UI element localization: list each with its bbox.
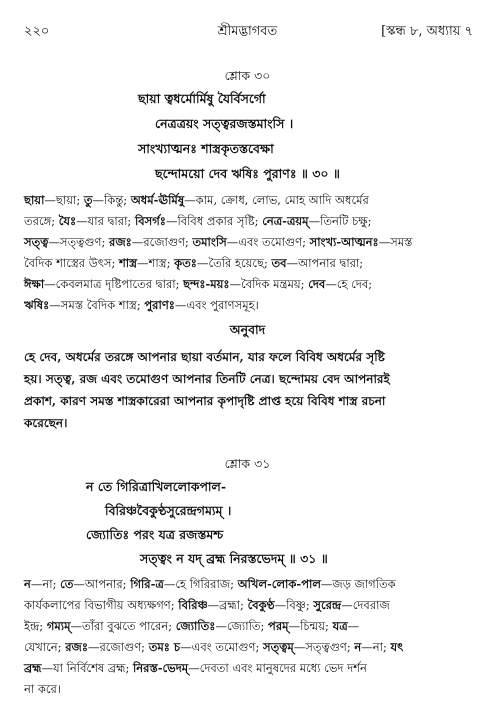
sanskrit-term: তে xyxy=(60,577,74,591)
term-meaning: —বিষ্ণু; xyxy=(274,598,314,612)
term-meaning: —কেবলমাত্র দৃষ্টিপাতের দ্বারা; xyxy=(44,277,184,291)
term-meaning: —জড় জাগতিক xyxy=(320,577,396,591)
synonym-line xyxy=(24,679,474,700)
sanskrit-term: ঈক্ষা xyxy=(24,277,45,291)
sanskrit-term: যৎ xyxy=(390,640,404,654)
verse-30-synonyms xyxy=(24,190,474,316)
sanskrit-term: বৈকুণ্ঠ xyxy=(247,598,275,612)
synonym-line xyxy=(24,637,474,658)
sanskrit-term: যৈঃ xyxy=(58,214,77,228)
term-meaning: —না; xyxy=(30,577,61,591)
synonym-line xyxy=(24,574,474,595)
sanskrit-term: বিসর্গঃ xyxy=(134,214,166,228)
term-meaning: —চিন্ময়; xyxy=(288,619,333,633)
term-meaning: —দেবরাজ xyxy=(341,598,390,612)
sanskrit-term: নিরস্ত-ভেদম্ xyxy=(132,661,189,675)
term-meaning: —জ্যোতি; xyxy=(215,619,269,633)
verse-30-line-1: ছায়া ত্বধর্মোর্মিষু যৈর্বিসর্গো xyxy=(138,91,266,106)
sanskrit-term: কৃতঃ xyxy=(174,256,197,270)
synonym-line xyxy=(24,253,474,274)
verse-30-line-3: সাংখ্যাত্মনঃ শাস্ত্রকৃতস্তবেক্ষা xyxy=(138,141,274,156)
sanskrit-term: তব xyxy=(271,256,287,270)
verse-30-label: শ্লোক ৩০ xyxy=(224,68,271,83)
sanskrit-term: রজঃ xyxy=(109,235,132,249)
verse-31-label: শ্লোক ৩১ xyxy=(224,456,271,471)
sanskrit-term: ন xyxy=(24,577,31,591)
sanskrit-term: ছন্দঃ-ময়ঃ xyxy=(183,277,230,291)
sanskrit-term: সাংখ্য-আত্মনঃ xyxy=(309,235,379,249)
term-meaning: —রজোগুণ; xyxy=(131,235,193,249)
term-meaning: না করে। xyxy=(24,682,61,696)
synonym-line xyxy=(24,616,474,637)
verse-31-line-1: ন তে গিরিত্রাখিললোকপাল- xyxy=(86,479,227,494)
sanskrit-term: ন xyxy=(354,640,362,654)
verse-31-line-3: জ্যোতিঃ পরং যত্র রজস্তমশ্চ xyxy=(86,527,224,542)
term-meaning: —এবং তমোগুণ; xyxy=(226,235,310,249)
sanskrit-term: পুরাণঃ xyxy=(144,298,175,312)
term-meaning: —তিনটি চক্ষু; xyxy=(308,214,372,228)
term-meaning: — xyxy=(347,619,360,633)
sanskrit-term: অখিল-লোক-পাল xyxy=(237,577,321,591)
translation-line: হে দেব, অধর্মের তরঙ্গে আপনার ছায়া বর্তমান, যার ফলে বিবিধ অধর্মের সৃষ্টি xyxy=(24,350,385,364)
translation-text xyxy=(24,346,474,434)
term-meaning: —ব্রহ্মা; xyxy=(207,598,248,612)
term-meaning: —সমস্ত xyxy=(378,235,413,249)
synonym-line xyxy=(24,274,474,295)
term-meaning: —এবং পুরাণসমূহ। xyxy=(174,298,259,312)
page-header xyxy=(0,22,495,42)
term-meaning: —কিন্তু; xyxy=(92,193,131,207)
term-meaning: —বিবিধ প্রকার সৃষ্টি; xyxy=(165,214,263,228)
synonym-line xyxy=(24,211,474,232)
term-meaning: —কাম, ক্রোধ, লোভ, মোহ আদি অধর্মের xyxy=(184,193,369,207)
sanskrit-term: গিরি-ত্র xyxy=(130,577,164,591)
sanskrit-term: নেত্র-ত্রয়ম্ xyxy=(262,214,309,228)
term-meaning: —বৈদিক মন্ত্রময়; xyxy=(229,277,309,291)
term-meaning: তরঙ্গে; xyxy=(24,214,59,228)
sanskrit-term: তমঃ চ xyxy=(148,640,181,654)
translation-line: হয়। সত্ত্ব, রজ এবং তমোগুণ আপনার তিনটি নেত্র। ছন্দোময় বেদ আপনারই xyxy=(24,372,390,386)
sanskrit-term: ছায়া xyxy=(24,193,45,207)
translation-heading: অনুবাদ xyxy=(229,322,266,337)
page-number: ২২০ xyxy=(24,24,50,39)
sanskrit-term: রজঃ xyxy=(65,640,88,654)
term-meaning: —সমস্ত বৈদিক শাস্ত্র; xyxy=(49,298,145,312)
sanskrit-term: যত্র xyxy=(332,619,348,633)
verse-31-synonyms xyxy=(24,574,474,700)
term-meaning: ইন্দ্র; xyxy=(24,619,47,633)
term-meaning: —ছায়া; xyxy=(44,193,84,207)
term-meaning: —হে গিরিরাজ; xyxy=(163,577,238,591)
sanskrit-term: ব্রহ্ম xyxy=(24,661,42,675)
sanskrit-term: ঋষিঃ xyxy=(24,298,50,312)
term-meaning: যেখানে; xyxy=(24,640,66,654)
synonym-line xyxy=(24,190,474,211)
sanskrit-term: বিরিঞ্চ xyxy=(178,598,208,612)
term-meaning: —না; xyxy=(361,640,391,654)
book-title: শ্রীমদ্ভাগবত xyxy=(217,24,278,39)
sanskrit-term: সুরেন্দ্র xyxy=(313,598,342,612)
verse-31-line-2: বিরিঞ্চবৈকুণ্ঠসুরেন্দ্রগম্যম্ । xyxy=(105,503,232,518)
chapter-location: [স্কন্ধ ৮, অধ্যায় ৭ xyxy=(381,24,473,39)
sanskrit-term: সত্ত্বম্ xyxy=(263,640,294,654)
term-meaning: —শাস্ত্র; xyxy=(137,256,175,270)
term-meaning: —সত্ত্বগুণ; xyxy=(293,640,355,654)
sanskrit-term: জ্যোতিঃ xyxy=(175,619,216,633)
term-meaning: —যা নির্বিশেষ ব্রহ্ম; xyxy=(41,661,133,675)
term-meaning: —তৈরি হয়েছে; xyxy=(196,256,272,270)
sanskrit-term: অধর্ম-ঊর্মিষু xyxy=(130,193,185,207)
term-meaning: —আপনার দ্বারা; xyxy=(286,256,364,270)
synonym-line xyxy=(24,595,474,616)
sanskrit-term: তু xyxy=(83,193,93,207)
sanskrit-term: পরম্ xyxy=(268,619,289,633)
term-meaning: —আপনার; xyxy=(73,577,131,591)
term-meaning: —হে দেব; xyxy=(325,277,373,291)
term-meaning: —দেবতা এবং মানুষদের মধ্যে ভেদ দর্শন xyxy=(188,661,367,675)
term-meaning: —সত্ত্বগুণ; xyxy=(48,235,109,249)
term-meaning: —যার দ্বারা; xyxy=(76,214,135,228)
synonym-line xyxy=(24,658,474,679)
term-meaning: —তাঁরা বুঝতে পারেন; xyxy=(70,619,176,633)
verse-31-line-4: সত্ত্বং ন যদ্ ব্রহ্ম নিরস্তভেদম্ ॥ ৩১ ॥ xyxy=(140,551,328,566)
term-meaning: কার্যকলাপের বিভাগীয় অধ্যক্ষগণ; xyxy=(24,598,179,612)
term-meaning: বৈদিক শাস্ত্রের উৎস; xyxy=(24,256,119,270)
sanskrit-term: গম্যম্ xyxy=(46,619,71,633)
sanskrit-term: তমাংসি xyxy=(192,235,227,249)
translation-line: করেছেন। xyxy=(24,416,68,430)
synonym-line xyxy=(24,232,474,253)
sanskrit-term: দেব xyxy=(308,277,326,291)
verse-30-line-4: ছন্দোময়ো দেব ঋষিঃ পুরাণঃ ॥ ৩০ ॥ xyxy=(155,166,340,181)
synonym-line xyxy=(24,295,474,316)
term-meaning: —রজোগুণ; xyxy=(87,640,149,654)
sanskrit-term: সত্ত্ব xyxy=(24,235,49,249)
verse-30-line-2: নেত্রত্রয়ং সত্ত্বরজস্তমাংসি । xyxy=(155,116,294,131)
translation-line: প্রকাশ, কারণ সমস্ত শাস্ত্রকারেরা আপনার কৃপাদৃষ্টি প্রাপ্ত হয়ে বিবিধ শাস্ত্র রচনা xyxy=(24,394,386,408)
sanskrit-term: শাস্ত্র xyxy=(118,256,138,270)
term-meaning: —এবং তমোগুণ; xyxy=(180,640,263,654)
